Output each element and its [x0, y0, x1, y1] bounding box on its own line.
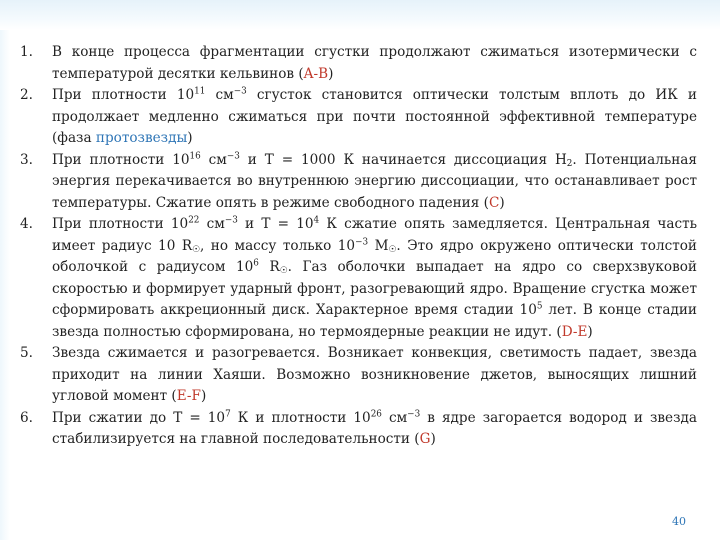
text-segment: ): [187, 130, 193, 146]
slide-left-shade: [0, 30, 10, 540]
list-item-number: 3.: [20, 151, 33, 168]
text-sub: 2: [566, 158, 573, 169]
text-segment: . Газ оболочки выпадает на ядро со сверхзвуковой скоростью и формирует ударный фронт, разогревающий ядро. Вращение сгустка может сформировать аккреционный диск. Характерное время стадии 10: [52, 259, 697, 318]
text-sup: 16: [189, 151, 201, 162]
text-segment: При плотности 10: [52, 216, 189, 232]
text-sup: −3: [233, 86, 247, 97]
text-accent: D-E: [561, 323, 588, 340]
text-segment: ): [200, 388, 207, 404]
text-sup: 7: [225, 409, 231, 420]
text-accent: E-F: [176, 388, 201, 404]
list-item-number: 4.: [20, 216, 33, 232]
text-sup: −3: [224, 215, 238, 226]
list-item-number: 2.: [20, 87, 33, 103]
text-segment: лет. В конце стадии звезда полностью сформирована, но термоядерные реакции не идут. (: [52, 302, 697, 340]
text-segment: Звезда сжимается и разогревается. Возникает конвекция, светимость падает, звезда приходит на линии Хаяши. Возможно возникновение джетов, выносящих лишний угловой момент (: [52, 345, 697, 404]
text-segment: M: [368, 237, 389, 254]
text-segment: . Это ядро окружено оптически толстой оболочкой с радиусом 10: [52, 237, 697, 275]
text-accent: G: [419, 431, 431, 447]
text-segment: и T = 1000 К начинается диссоциация H: [239, 151, 567, 168]
text-accent: C: [488, 194, 500, 211]
text-segment: см: [200, 151, 227, 168]
text-sub: ☉: [192, 244, 200, 255]
list-item: [20, 214, 697, 343]
slide-top-band: [0, 0, 720, 30]
text-segment: см: [199, 216, 225, 232]
text-sup: 11: [194, 86, 206, 97]
text-segment: сгусток становится оптически толстым вплоть до ИК и продолжает медленно сжиматься при почти постоянной эффективной температуре (фаза: [52, 87, 697, 146]
list-item-number: 5.: [20, 345, 33, 361]
list-item: [20, 408, 697, 451]
text-segment: При плотности 10: [52, 151, 190, 168]
list-item: [20, 150, 697, 215]
text-segment: ): [328, 65, 334, 82]
text-sup: −3: [355, 237, 369, 248]
text-segment: В конце процесса фрагментации сгустки продолжают сжиматься изотермически с температурой десятки кельвинов (: [52, 44, 697, 82]
text-sup: 6: [253, 258, 259, 269]
text-segment: R: [258, 259, 280, 275]
text-segment: К и плотности 10: [230, 409, 371, 426]
text-sup: 22: [188, 215, 200, 226]
text-sup: 5: [536, 301, 543, 312]
text-sub: ☉: [279, 266, 288, 277]
text-segment: в ядре загорается водород и звезда стабилизируется на главной последовательности (: [52, 409, 697, 447]
text-sub: ☉: [388, 244, 397, 255]
text-segment: ): [587, 323, 593, 340]
list-item-number: 6.: [20, 409, 33, 426]
list-item: [20, 343, 697, 408]
text-segment: ): [499, 194, 505, 211]
numbered-list: [20, 42, 697, 451]
text-segment: . Потенциальная энергия перекачивается во внутреннюю энергию диссоциации, что останавливает рост температуры. Сжатие опять в режиме свободного падения (: [52, 151, 697, 211]
text-segment: При сжатии до T = 10: [52, 409, 226, 426]
text-sup: 26: [370, 409, 382, 420]
text-blue: протозвезды: [95, 130, 188, 146]
text-sup: −3: [226, 151, 240, 162]
text-segment: , но массу только 10: [199, 237, 356, 254]
list-item-number: 1.: [20, 44, 33, 60]
text-segment: и T = 10: [237, 216, 314, 232]
text-sup: −3: [407, 409, 421, 420]
text-accent: A-B: [303, 65, 329, 82]
text-segment: ): [430, 431, 436, 447]
text-segment: При плотности 10: [52, 87, 195, 103]
list-item: [20, 42, 697, 85]
text-segment: К сжатие опять замедляется. Центральная часть имеет радиус 10 R: [52, 216, 697, 254]
text-segment: см: [205, 87, 234, 103]
text-segment: см: [381, 409, 408, 426]
page-number: 40: [672, 515, 686, 528]
text-sup: 4: [313, 215, 320, 226]
list-item: [20, 85, 697, 150]
